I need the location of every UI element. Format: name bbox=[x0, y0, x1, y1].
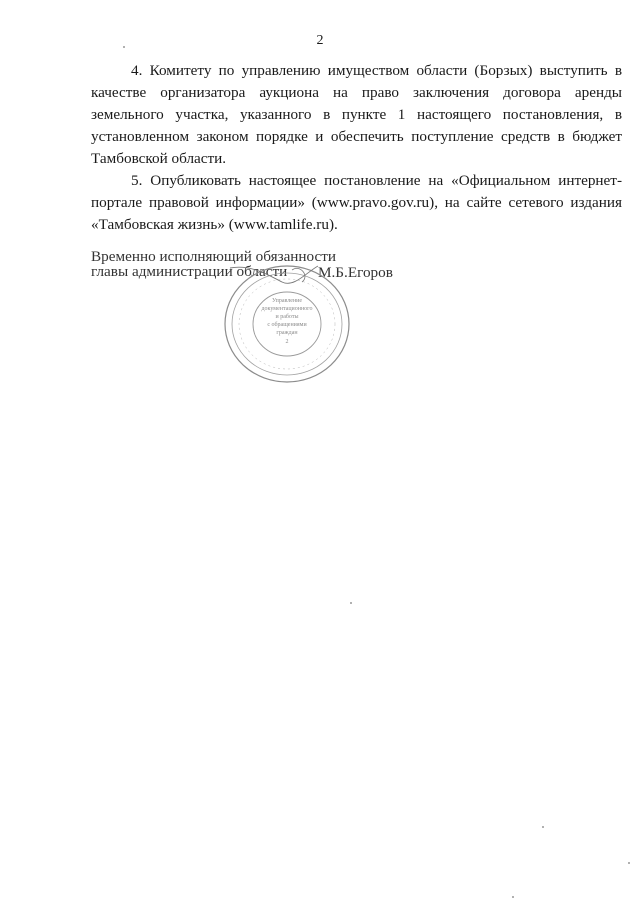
scan-speck bbox=[123, 46, 125, 48]
official-stamp bbox=[222, 262, 352, 386]
scan-speck bbox=[512, 896, 514, 898]
signer-name: М.Б.Егоров bbox=[318, 264, 393, 281]
paragraph-5: 5. Опубликовать настоящее постановление на «Официальном интернет-портале правовой информации» (www.pravo.gov.ru), на сайте сетевого издания «Тамбовская жизнь» (www.tamlife.ru). bbox=[91, 172, 622, 233]
stamp-inner-line-1: Управление bbox=[271, 298, 303, 304]
scan-speck bbox=[542, 826, 544, 828]
stamp-inner-line-6: 2 bbox=[285, 339, 289, 345]
scan-speck bbox=[350, 602, 352, 604]
stamp-inner-line-3: и работы bbox=[275, 314, 299, 320]
scan-speck bbox=[628, 862, 630, 864]
document-body bbox=[91, 60, 622, 236]
stamp-inner-line-2: документационного bbox=[261, 306, 313, 312]
paragraph-4: 4. Комитету по управлению имуществом области (Борзых) выступить в качестве организатора аукциона на право заключения договора аренды земельного участка, указанного в пункте 1 настоящего постановления, в установленном законом порядке и обеспечить поступление средств в бюджет Тамбовской области. bbox=[91, 62, 622, 167]
signature-position-line-2: главы администрации области bbox=[91, 263, 288, 280]
signature-position-line-1: Временно исполняющий обязанности bbox=[91, 248, 337, 265]
stamp-inner-line-5: граждан bbox=[276, 330, 298, 336]
page-number: 2 bbox=[316, 33, 324, 48]
stamp-inner-line-4: с обращениями bbox=[267, 322, 307, 328]
